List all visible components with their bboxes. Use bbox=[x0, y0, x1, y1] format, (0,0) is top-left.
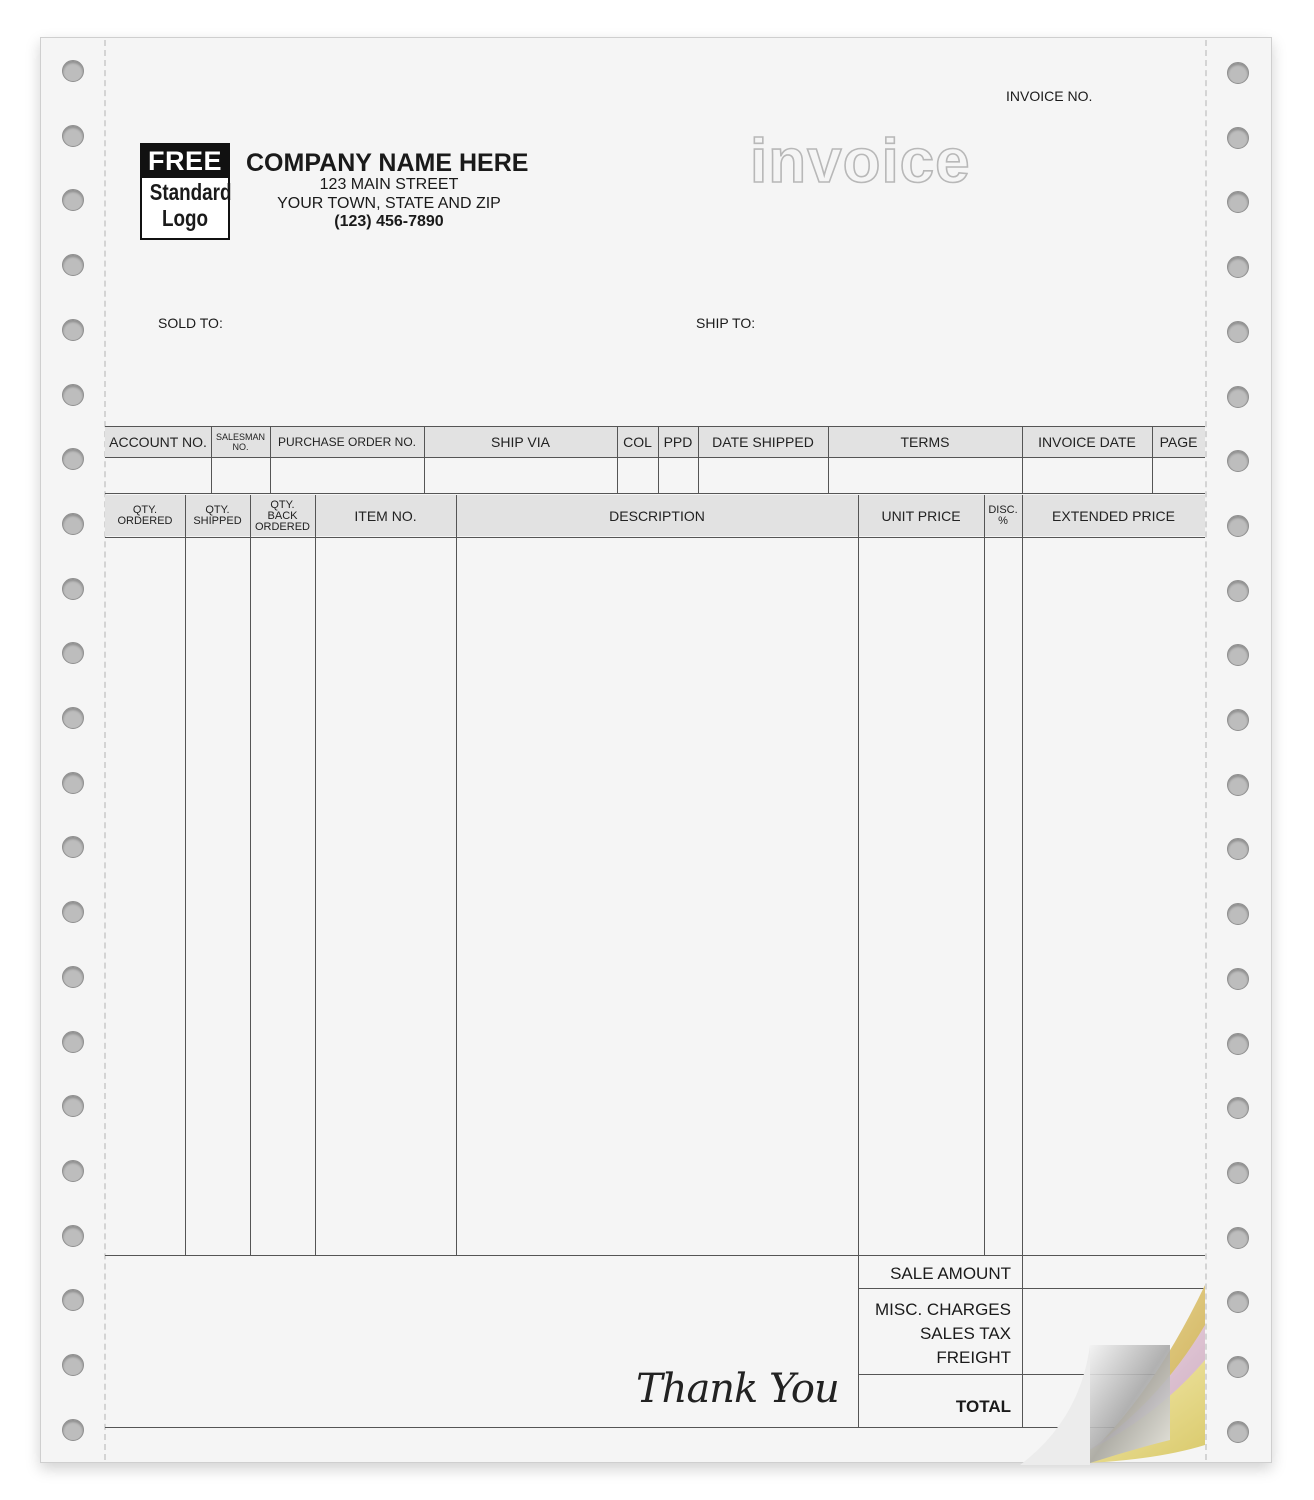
left-perforation-line bbox=[104, 40, 106, 1460]
header-page-text: PAGE bbox=[1159, 434, 1198, 450]
tractor-hole bbox=[62, 1225, 84, 1247]
thank-you-script: Thank You bbox=[636, 1366, 839, 1412]
tractor-hole bbox=[1227, 774, 1249, 796]
header-item-no-text: ITEM NO. bbox=[354, 508, 417, 524]
tractor-hole bbox=[62, 901, 84, 923]
company-city: YOUR TOWN, STATE AND ZIP bbox=[277, 195, 501, 212]
freight-label: FREIGHT bbox=[936, 1348, 1011, 1367]
tractor-hole bbox=[62, 1419, 84, 1441]
tractor-hole bbox=[1227, 256, 1249, 278]
tractor-hole bbox=[62, 1354, 84, 1376]
header-salesman-line1: SALESMAN bbox=[215, 432, 266, 442]
header-description-text: DESCRIPTION bbox=[609, 508, 705, 524]
tractor-hole bbox=[62, 966, 84, 988]
company-name: COMPANY NAME HERE bbox=[246, 149, 529, 177]
item-divider bbox=[456, 495, 457, 1255]
sold-to-label: SOLD TO: bbox=[158, 315, 223, 331]
tractor-hole bbox=[1227, 1356, 1249, 1378]
tractor-hole bbox=[1227, 968, 1249, 990]
tractor-hole bbox=[62, 125, 84, 147]
tractor-hole bbox=[1227, 127, 1249, 149]
invoice-watermark: invoice bbox=[750, 127, 971, 196]
sale-amount-label: SALE AMOUNT bbox=[890, 1264, 1011, 1283]
item-divider bbox=[984, 495, 985, 1255]
tractor-hole bbox=[62, 384, 84, 406]
tractor-hole bbox=[1227, 1421, 1249, 1443]
company-street: 123 MAIN STREET bbox=[319, 176, 459, 193]
header-col bbox=[617, 427, 658, 457]
tractor-hole bbox=[1227, 709, 1249, 731]
header-date-shipped bbox=[698, 427, 828, 457]
header-date-shipped-text: DATE SHIPPED bbox=[712, 434, 814, 450]
header-qty-ordered-line2: ORDERED bbox=[117, 515, 173, 527]
logo-free-text: FREE bbox=[142, 145, 228, 178]
header-ppd-text: PPD bbox=[663, 434, 693, 450]
tractor-hole bbox=[1227, 515, 1249, 537]
tractor-hole bbox=[1227, 1227, 1249, 1249]
tractor-hole bbox=[1227, 903, 1249, 925]
logo-logo-text: Logo bbox=[161, 205, 209, 231]
tractor-hole bbox=[62, 1031, 84, 1053]
header-salesman-line2: NO. bbox=[232, 442, 249, 452]
header-disc-percent bbox=[984, 495, 1022, 537]
header-page bbox=[1152, 427, 1205, 457]
multipart-page-curl bbox=[1020, 1280, 1210, 1465]
header-qty-back-line1: QTY. bbox=[270, 498, 295, 511]
info-table-bottom-rule bbox=[105, 493, 1205, 494]
header-qty-ordered-line1: QTY. bbox=[132, 504, 158, 516]
tractor-hole bbox=[62, 772, 84, 794]
tractor-hole bbox=[1227, 321, 1249, 343]
header-invoice-date-text: INVOICE DATE bbox=[1038, 434, 1136, 450]
tractor-hole bbox=[1227, 580, 1249, 602]
tractor-hole bbox=[1227, 62, 1249, 84]
header-account-no bbox=[105, 427, 211, 457]
header-unit-price-text: UNIT PRICE bbox=[881, 508, 961, 524]
tractor-hole bbox=[62, 578, 84, 600]
invoice-no-label: INVOICE NO. bbox=[1006, 88, 1093, 104]
header-col-text: COL bbox=[623, 434, 652, 450]
invoice-form-sheet bbox=[40, 37, 1272, 1463]
curl-layer-front bbox=[1020, 1345, 1090, 1465]
header-terms bbox=[828, 427, 1022, 457]
header-disc-line1: DISC. bbox=[988, 504, 1018, 516]
header-account-no-text: ACCOUNT NO. bbox=[109, 434, 207, 450]
item-table-header-rule bbox=[105, 537, 1205, 538]
tractor-hole bbox=[62, 319, 84, 341]
header-qty-back-ordered bbox=[250, 495, 315, 537]
header-qty-back-line3: ORDERED bbox=[254, 520, 310, 533]
header-qty-back-line2: BACK bbox=[267, 509, 298, 522]
header-extended-price bbox=[1022, 495, 1205, 537]
company-logo bbox=[140, 143, 230, 240]
header-ship-via bbox=[424, 427, 617, 457]
company-phone: (123) 456-7890 bbox=[334, 213, 444, 230]
header-qty-shipped-line2: SHIPPED bbox=[193, 515, 242, 527]
tractor-hole bbox=[1227, 1162, 1249, 1184]
logo-standard-text: Standard bbox=[149, 179, 232, 205]
header-terms-text: TERMS bbox=[900, 434, 950, 450]
header-purchase-order-text: PURCHASE ORDER NO. bbox=[277, 435, 417, 449]
total-label: TOTAL bbox=[955, 1397, 1011, 1416]
header-invoice-date bbox=[1022, 427, 1152, 457]
tractor-hole bbox=[62, 254, 84, 276]
tractor-hole bbox=[1227, 1033, 1249, 1055]
header-disc-line2: % bbox=[998, 515, 1008, 527]
item-table-bottom-rule bbox=[105, 1255, 1205, 1256]
right-perforation-line bbox=[1205, 40, 1207, 1460]
item-divider bbox=[185, 495, 186, 1255]
item-divider bbox=[250, 495, 251, 1255]
tractor-hole bbox=[62, 1160, 84, 1182]
tractor-hole bbox=[1227, 386, 1249, 408]
header-qty-shipped-line1: QTY. bbox=[205, 504, 230, 516]
header-description bbox=[456, 495, 858, 537]
sales-tax-label: SALES TAX bbox=[919, 1324, 1011, 1343]
tractor-hole bbox=[62, 707, 84, 729]
misc-charges-label: MISC. CHARGES bbox=[874, 1300, 1011, 1319]
tractor-hole bbox=[62, 60, 84, 82]
header-item-no bbox=[315, 495, 456, 537]
item-divider bbox=[315, 495, 316, 1255]
header-ship-via-text: SHIP VIA bbox=[491, 434, 550, 450]
header-purchase-order-no bbox=[270, 427, 424, 457]
header-qty-shipped bbox=[185, 495, 250, 537]
header-ppd bbox=[658, 427, 698, 457]
ship-to-label: SHIP TO: bbox=[696, 315, 756, 331]
header-unit-price bbox=[858, 495, 984, 537]
header-qty-ordered bbox=[105, 495, 185, 537]
header-extended-price-text: EXTENDED PRICE bbox=[1052, 508, 1175, 524]
tractor-hole bbox=[62, 513, 84, 535]
header-salesman-no bbox=[211, 427, 270, 457]
